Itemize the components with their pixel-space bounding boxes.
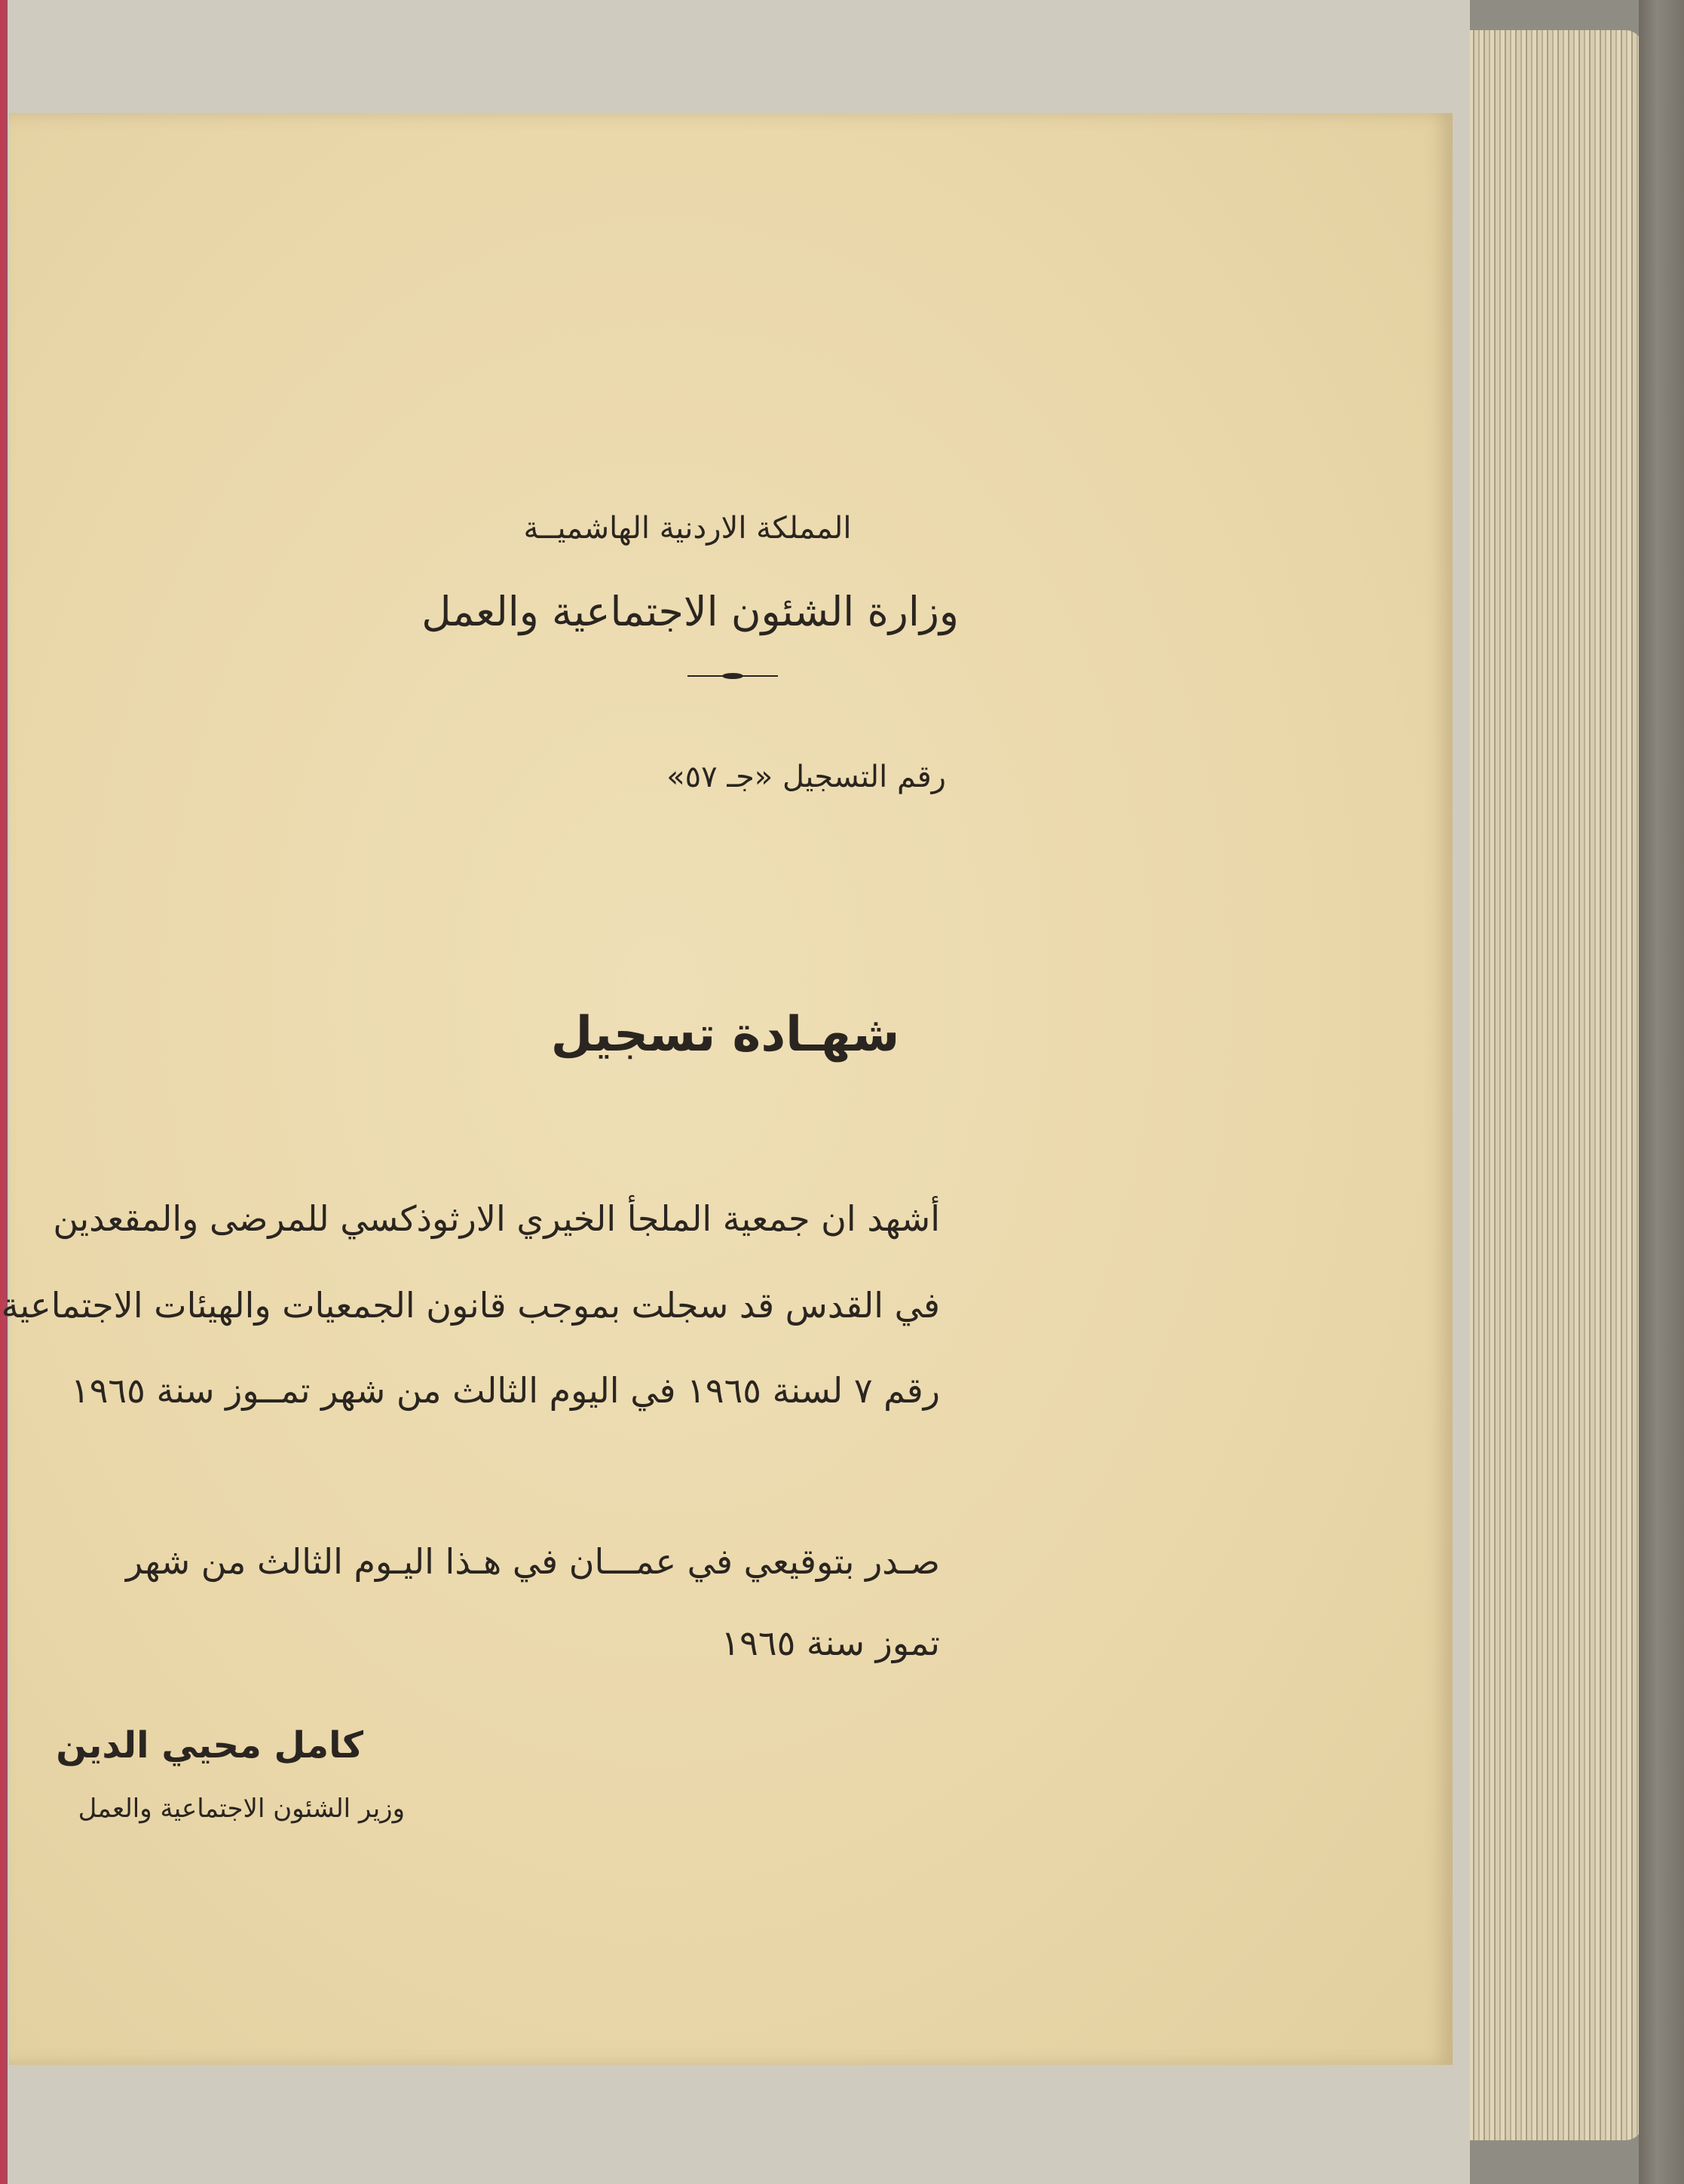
kingdom-heading: المملكة الاردنية الهاشميــة — [523, 511, 852, 546]
issued-line: تموز سنة ١٩٦٥ — [721, 1623, 940, 1663]
certificate-body-line: رقم ٧ لسنة ١٩٦٥ في اليوم الثالث من شهر تمــوز سنة ١٩٦٥ — [71, 1370, 940, 1411]
certificate-body-line: في القدس قد سجلت بموجب قانون الجمعيات والهيئات الاجتماعية — [1, 1285, 940, 1326]
book-binding — [0, 0, 8, 2184]
registration-number: رقم التسجيل «جـ ٥٧» — [666, 760, 946, 794]
divider-ornament — [687, 672, 778, 680]
certificate-title: شهـادة تسجيل — [550, 1007, 900, 1063]
signer-name: كامل محيي الدين — [56, 1724, 363, 1766]
ministry-heading: وزارة الشئون الاجتماعية والعمل — [421, 588, 959, 635]
document-page — [1, 113, 1453, 2065]
certificate-body-line: أشهد ان جمعية الملجأ الخيري الارثوذكسي للمرضى والمقعدين — [53, 1198, 940, 1239]
signer-title: وزير الشئون الاجتماعية والعمل — [78, 1794, 405, 1824]
book-cover-edge — [1639, 0, 1684, 2184]
issued-line: صـدر بتوقيعي في عمـــان في هـذا اليـوم الثالث من شهر — [126, 1541, 940, 1582]
